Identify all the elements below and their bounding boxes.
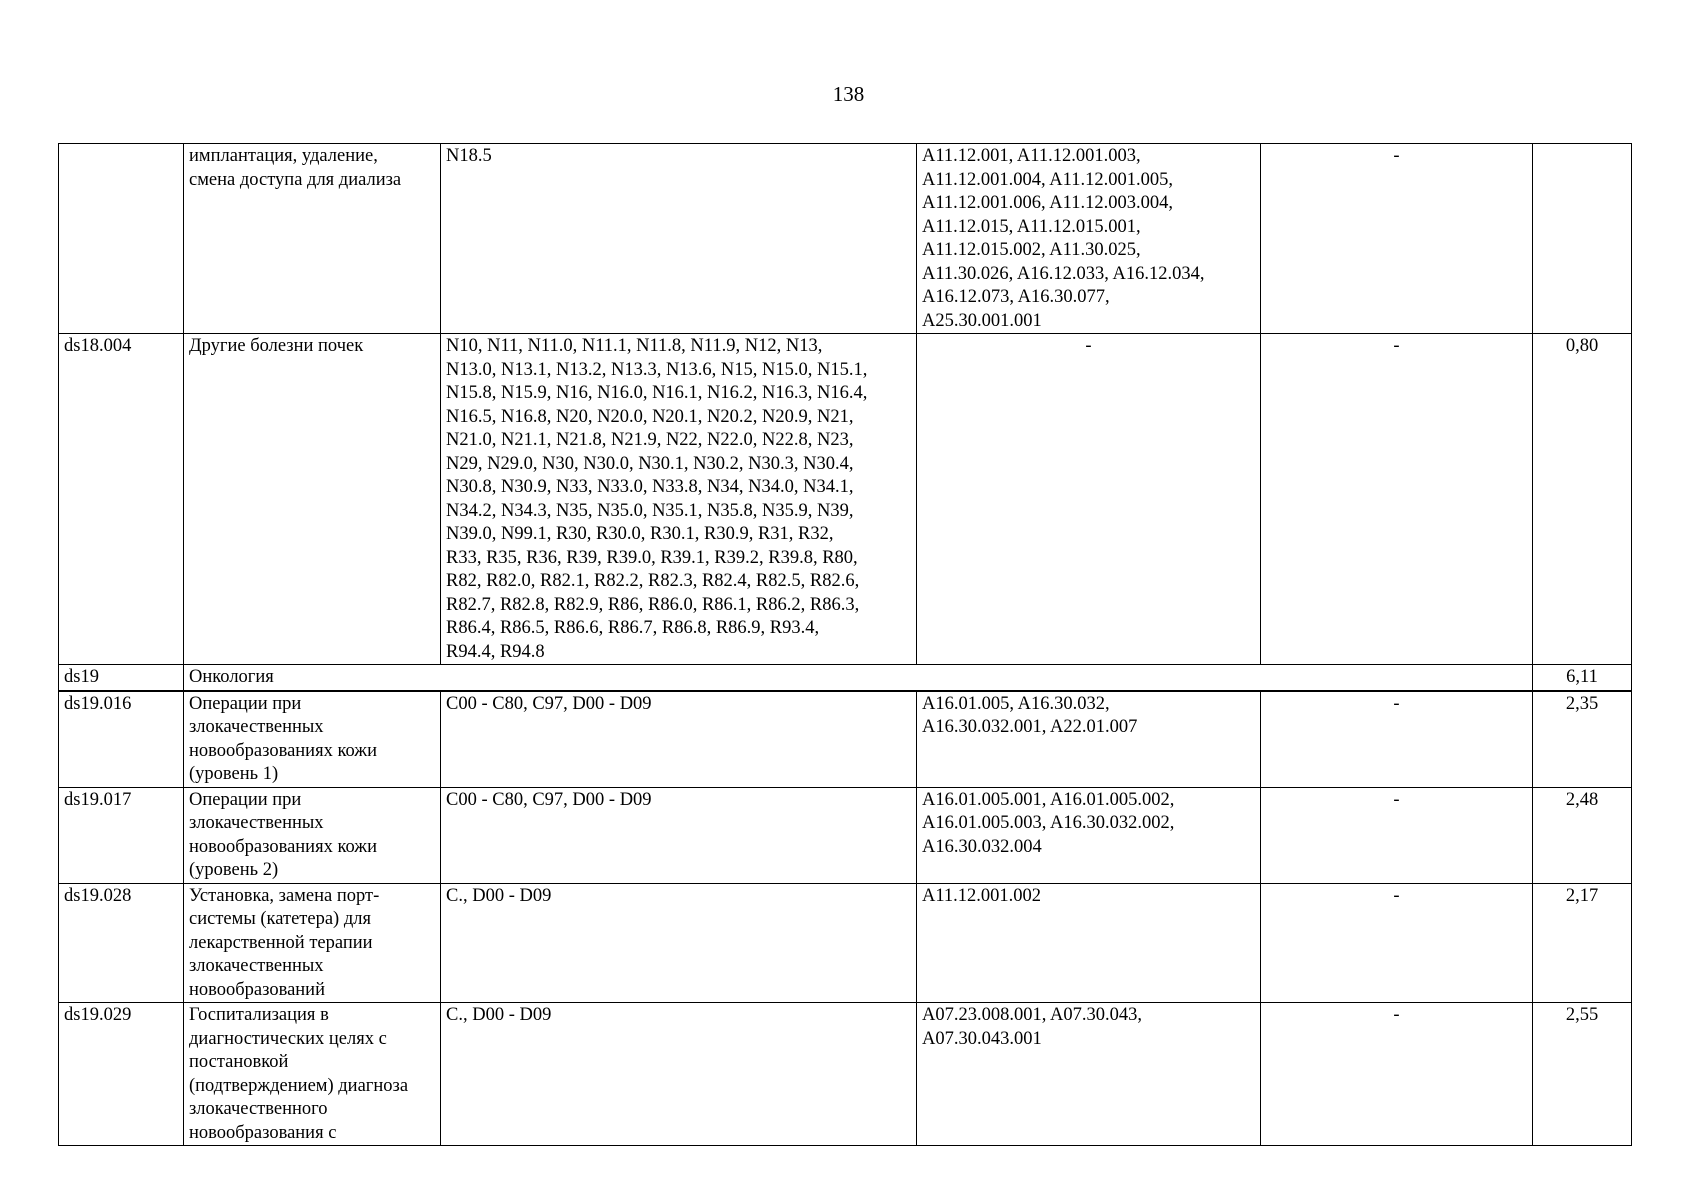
row-code: ds18.004 <box>59 334 184 665</box>
row-service-codes: - <box>917 334 1261 665</box>
row-other-criteria: - <box>1261 1003 1533 1146</box>
row-coefficient: 2,48 <box>1533 787 1632 883</box>
row-code: ds19.029 <box>59 1003 184 1146</box>
table-row <box>59 334 1632 665</box>
section-coefficient: 6,11 <box>1533 665 1632 691</box>
row-name: Другие болезни почек <box>184 334 441 665</box>
row-icd-codes: N18.5 <box>441 144 917 334</box>
row-other-criteria: - <box>1261 144 1533 334</box>
row-coefficient: 2,55 <box>1533 1003 1632 1146</box>
row-name: имплантация, удаление, смена доступа для диализа <box>184 144 441 334</box>
row-coefficient: 2,17 <box>1533 883 1632 1003</box>
row-other-criteria: - <box>1261 334 1533 665</box>
row-coefficient: 0,80 <box>1533 334 1632 665</box>
table-row <box>59 1003 1632 1146</box>
row-code: ds19.028 <box>59 883 184 1003</box>
row-icd-codes: C00 - C80, C97, D00 - D09 <box>441 787 917 883</box>
row-service-codes: A07.23.008.001, A07.30.043, A07.30.043.001 <box>917 1003 1261 1146</box>
row-name: Госпитализация в диагностических целях с постановкой (подтверждением) диагноза злокачественного новообразования с <box>184 1003 441 1146</box>
row-service-codes: A11.12.001.002 <box>917 883 1261 1003</box>
table-row <box>59 883 1632 1003</box>
section-row <box>59 665 1632 691</box>
row-code: ds19.016 <box>59 691 184 788</box>
table-row <box>59 787 1632 883</box>
row-other-criteria: - <box>1261 883 1533 1003</box>
row-coefficient <box>1533 144 1632 334</box>
row-icd-codes: C., D00 - D09 <box>441 1003 917 1146</box>
table-row <box>59 144 1632 334</box>
tariff-table <box>58 143 1632 1146</box>
page-number: 138 <box>832 82 865 106</box>
row-service-codes: A11.12.001, A11.12.001.003, A11.12.001.004, A11.12.001.005, A11.12.001.006, A11.12.003.004, A11.12.015, A11.12.015.001, A11.12.015.002, A11.30.025, A11.30.026, A16.12.033, A16.12.034, A16.12.073, A16.30.077, A25.30.001.001 <box>917 144 1261 334</box>
row-icd-codes: C., D00 - D09 <box>441 883 917 1003</box>
table-row <box>59 691 1632 788</box>
section-name: Онкология <box>184 665 1533 691</box>
row-code <box>59 144 184 334</box>
row-service-codes: A16.01.005.001, A16.01.005.002, A16.01.005.003, A16.30.032.002, A16.30.032.004 <box>917 787 1261 883</box>
row-coefficient: 2,35 <box>1533 691 1632 788</box>
row-other-criteria: - <box>1261 691 1533 788</box>
row-icd-codes: N10, N11, N11.0, N11.1, N11.8, N11.9, N12, N13, N13.0, N13.1, N13.2, N13.3, N13.6, N15, N15.0, N15.1, N15.8, N15.9, N16, N16.0, N16.1, N16.2, N16.3, N16.4, N16.5, N16.8, N20, N20.0, N20.1, N20.2, N20.9, N21, N21.0, N21.1, N21.8, N21.9, N22, N22.0, N22.8, N23, N29, N29.0, N30, N30.0, N30.1, N30.2, N30.3, N30.4, N30.8, N30.9, N33, N33.0, N33.8, N34, N34.0, N34.1, N34.2, N34.3, N35, N35.0, N35.1, N35.8, N35.9, N39, N39.0, N99.1, R30, R30.0, R30.1, R30.9, R31, R32, R33, R35, R36, R39, R39.0, R39.1, R39.2, R39.8, R80, R82, R82.0, R82.1, R82.2, R82.3, R82.4, R82.5, R82.6, R82.7, R82.8, R82.9, R86, R86.0, R86.1, R86.2, R86.3, R86.4, R86.5, R86.6, R86.7, R86.8, R86.9, R93.4, R94.4, R94.8 <box>441 334 917 665</box>
row-name: Установка, замена порт- системы (катетера) для лекарственной терапии злокачественных новообразований <box>184 883 441 1003</box>
row-name: Операции при злокачественных новообразованиях кожи (уровень 1) <box>184 691 441 788</box>
row-other-criteria: - <box>1261 787 1533 883</box>
row-code: ds19.017 <box>59 787 184 883</box>
row-icd-codes: C00 - C80, C97, D00 - D09 <box>441 691 917 788</box>
section-code: ds19 <box>59 665 184 691</box>
row-service-codes: A16.01.005, A16.30.032, A16.30.032.001, A22.01.007 <box>917 691 1261 788</box>
row-name: Операции при злокачественных новообразованиях кожи (уровень 2) <box>184 787 441 883</box>
